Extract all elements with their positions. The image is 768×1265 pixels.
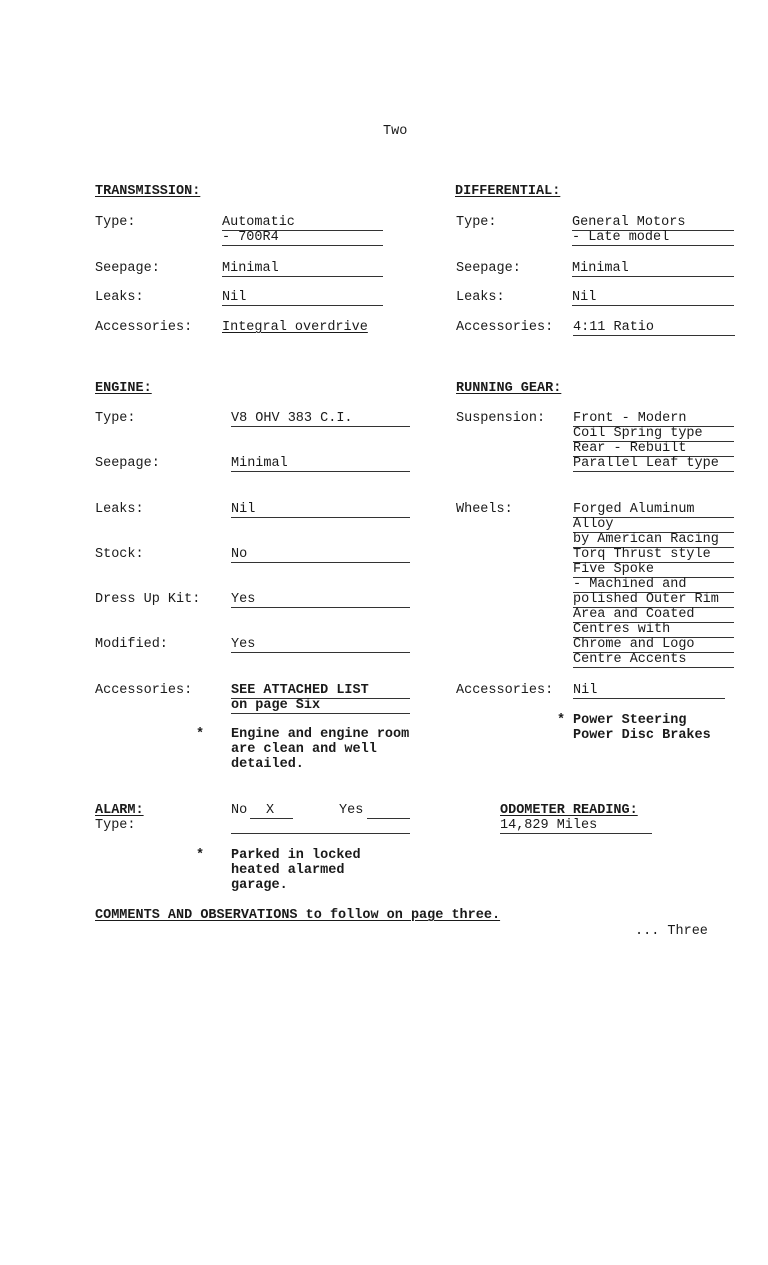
transmission-leaks-label: Leaks:: [95, 290, 144, 305]
transmission-type-value-1: Automatic: [222, 215, 295, 230]
differential-type-value-2: - Late model: [572, 230, 670, 245]
rule: [231, 713, 410, 714]
transmission-type-label: Type:: [95, 215, 136, 230]
wheels-line: Forged Aluminum: [573, 502, 695, 517]
wheels-line: Centres with: [573, 622, 671, 637]
engine-accessories-label: Accessories:: [95, 683, 193, 698]
running-gear-accessories-label: Accessories:: [456, 683, 554, 698]
rule: [231, 833, 410, 834]
transmission-accessories-label: Accessories:: [95, 320, 193, 335]
engine-stock-value: No: [231, 547, 248, 562]
differential-heading: DIFFERENTIAL:: [455, 184, 561, 199]
alarm-type-label: Type:: [95, 818, 136, 833]
engine-type-value: V8 OHV 383 C.I.: [231, 411, 353, 426]
rule: [367, 818, 410, 819]
suspension-line: Front - Modern: [573, 411, 687, 426]
running-gear-note-line: Power Disc Brakes: [573, 728, 711, 743]
rule: [500, 833, 652, 834]
rule: [222, 245, 383, 246]
running-gear-note-line: Power Steering: [573, 713, 687, 728]
engine-seepage-value: Minimal: [231, 456, 288, 471]
engine-note-line: are clean and well: [231, 742, 377, 757]
transmission-type-value-2: - 700R4: [222, 230, 279, 245]
running-gear-note-star: *: [557, 713, 566, 728]
differential-type-value-1: General Motors: [572, 215, 686, 230]
engine-note-line: Engine and engine room: [231, 727, 410, 742]
engine-leaks-value: Nil: [231, 502, 256, 517]
wheels-line: Centre Accents: [573, 652, 687, 667]
engine-note-star: *: [196, 727, 205, 742]
transmission-seepage-label: Seepage:: [95, 261, 160, 276]
continuation-marker: ... Three: [635, 924, 708, 939]
rule: [231, 607, 410, 608]
wheels-line: Area and Coated: [573, 607, 695, 622]
suspension-line: Rear - Rebuilt: [573, 441, 687, 456]
comments-line: COMMENTS AND OBSERVATIONS to follow on page three.: [95, 908, 501, 923]
transmission-heading: TRANSMISSION:: [95, 184, 201, 199]
wheels-line: Alloy: [573, 517, 614, 532]
suspension-line: Coil Spring type: [573, 426, 703, 441]
differential-accessories-value: 4:11 Ratio: [573, 320, 655, 335]
differential-leaks-label: Leaks:: [456, 290, 505, 305]
rule: [231, 426, 410, 427]
rule: [250, 818, 293, 819]
wheels-label: Wheels:: [456, 502, 513, 517]
rule: [222, 276, 383, 277]
rule: [231, 652, 410, 653]
rule: [573, 667, 734, 668]
rule: [572, 245, 734, 246]
wheels-line: - Machined and: [573, 577, 687, 592]
wheels-line: Five Spoke: [573, 562, 655, 577]
rule: [572, 276, 734, 277]
alarm-note-line: heated alarmed: [231, 863, 345, 878]
alarm-note-line: garage.: [231, 878, 288, 893]
rule: [231, 562, 410, 563]
alarm-note-line: Parked in locked: [231, 848, 361, 863]
alarm-note-star: *: [196, 848, 205, 863]
engine-dressup-label: Dress Up Kit:: [95, 592, 201, 607]
suspension-line: Parallel Leaf type: [573, 456, 719, 471]
wheels-line: by American Racing: [573, 532, 719, 547]
running-gear-heading: RUNNING GEAR:: [456, 381, 562, 396]
rule: [231, 517, 410, 518]
differential-seepage-label: Seepage:: [456, 261, 521, 276]
engine-seepage-label: Seepage:: [95, 456, 160, 471]
rule: [572, 305, 734, 306]
rule: [231, 471, 410, 472]
engine-modified-label: Modified:: [95, 637, 168, 652]
differential-type-label: Type:: [456, 215, 497, 230]
alarm-no-mark: X: [266, 803, 275, 818]
rule: [573, 471, 734, 472]
wheels-line: Torq Thrust style: [573, 547, 711, 562]
odometer-value: 14,829 Miles: [500, 818, 598, 833]
transmission-accessories-value: Integral overdrive: [222, 320, 368, 335]
rule: [222, 305, 383, 306]
differential-accessories-label: Accessories:: [456, 320, 554, 335]
engine-leaks-label: Leaks:: [95, 502, 144, 517]
engine-stock-label: Stock:: [95, 547, 144, 562]
rule: [573, 335, 735, 336]
running-gear-accessories-value: Nil: [573, 683, 598, 698]
wheels-line: polished Outer Rim: [573, 592, 719, 607]
transmission-seepage-value: Minimal: [222, 261, 279, 276]
transmission-leaks-value: Nil: [222, 290, 247, 305]
suspension-label: Suspension:: [456, 411, 546, 426]
engine-modified-value: Yes: [231, 637, 256, 652]
engine-heading: ENGINE:: [95, 381, 152, 396]
odometer-heading: ODOMETER READING:: [500, 803, 638, 818]
engine-type-label: Type:: [95, 411, 136, 426]
differential-seepage-value: Minimal: [572, 261, 629, 276]
engine-accessories-value-1: SEE ATTACHED LIST: [231, 683, 369, 698]
engine-accessories-value-2: on page Six: [231, 698, 321, 713]
alarm-yes-label: Yes: [339, 803, 364, 818]
alarm-no-label: No: [231, 803, 248, 818]
wheels-line: Chrome and Logo: [573, 637, 695, 652]
rule: [573, 698, 725, 699]
alarm-heading: ALARM:: [95, 803, 144, 818]
page-number: Two: [383, 124, 408, 139]
engine-note-line: detailed.: [231, 757, 304, 772]
differential-leaks-value: Nil: [572, 290, 597, 305]
engine-dressup-value: Yes: [231, 592, 256, 607]
